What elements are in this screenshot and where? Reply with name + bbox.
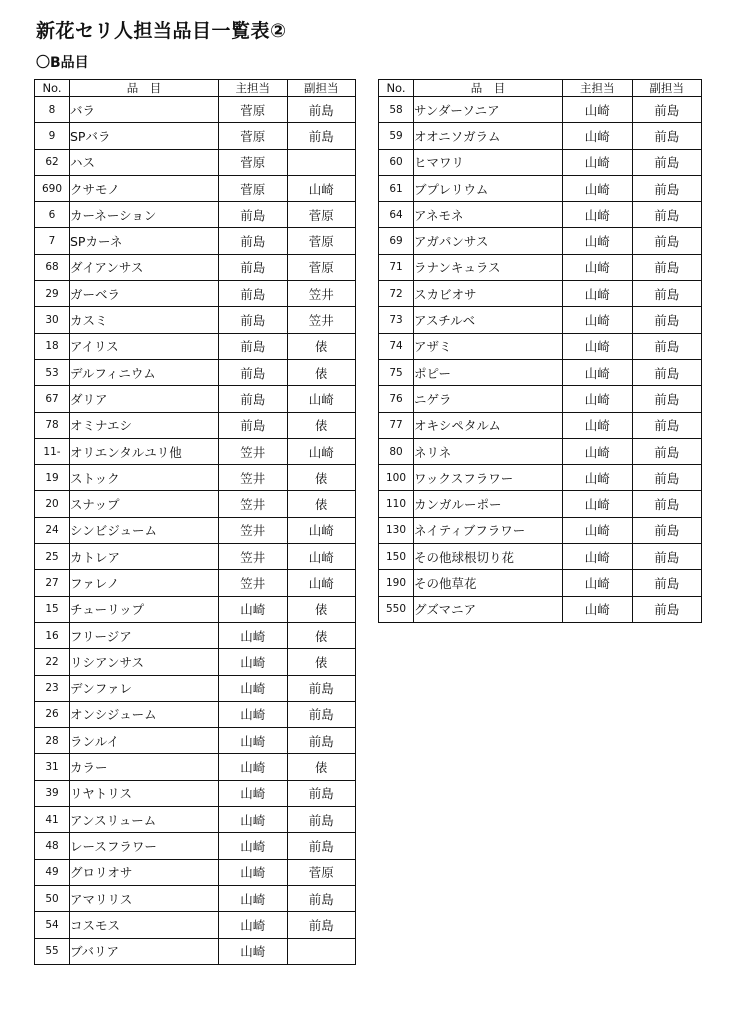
cell-item: ポピー bbox=[414, 359, 563, 385]
cell-main: 前島 bbox=[219, 254, 288, 280]
table-row bbox=[379, 570, 702, 596]
cell-item: カーネーション bbox=[70, 202, 219, 228]
table-row bbox=[379, 254, 702, 280]
cell-sub: 前島 bbox=[632, 254, 702, 280]
cell-sub: 俵 bbox=[287, 491, 356, 517]
cell-item: コスモス bbox=[70, 912, 219, 938]
cell-sub: 前島 bbox=[632, 412, 702, 438]
cell-no: 50 bbox=[35, 885, 70, 911]
cell-item: オリエンタルユリ他 bbox=[70, 438, 219, 464]
cell-item: ダリア bbox=[70, 386, 219, 412]
table-row bbox=[379, 123, 702, 149]
cell-main: 山崎 bbox=[219, 780, 288, 806]
cell-sub: 俵 bbox=[287, 649, 356, 675]
cell-no: 690 bbox=[35, 175, 70, 201]
cell-no: 29 bbox=[35, 281, 70, 307]
cell-sub: 山崎 bbox=[287, 175, 356, 201]
cell-no: 23 bbox=[35, 675, 70, 701]
cell-sub: 前島 bbox=[632, 175, 702, 201]
cell-no: 67 bbox=[35, 386, 70, 412]
cell-main: 山崎 bbox=[563, 97, 633, 123]
table-row bbox=[35, 570, 356, 596]
cell-main: 山崎 bbox=[219, 859, 288, 885]
table-row bbox=[35, 202, 356, 228]
table-row bbox=[35, 254, 356, 280]
cell-sub: 俵 bbox=[287, 465, 356, 491]
cell-item: オオニソガラム bbox=[414, 123, 563, 149]
left-table-body bbox=[35, 97, 356, 965]
cell-item: シンビジューム bbox=[70, 517, 219, 543]
cell-main: 菅原 bbox=[219, 97, 288, 123]
cell-main: 山崎 bbox=[219, 649, 288, 675]
table-row bbox=[35, 412, 356, 438]
cell-no: 22 bbox=[35, 649, 70, 675]
cell-main: 山崎 bbox=[563, 359, 633, 385]
cell-sub: 前島 bbox=[632, 465, 702, 491]
cell-item: ニゲラ bbox=[414, 386, 563, 412]
cell-item: ブバリア bbox=[70, 938, 219, 964]
table-row bbox=[35, 281, 356, 307]
cell-no: 60 bbox=[379, 149, 414, 175]
cell-item: デルフィニウム bbox=[70, 359, 219, 385]
cell-no: 30 bbox=[35, 307, 70, 333]
cell-no: 72 bbox=[379, 281, 414, 307]
table-row bbox=[35, 359, 356, 385]
cell-sub: 前島 bbox=[632, 544, 702, 570]
cell-item: ブプレリウム bbox=[414, 175, 563, 201]
cell-main: 菅原 bbox=[219, 149, 288, 175]
cell-sub: 前島 bbox=[287, 833, 356, 859]
cell-item: グロリオサ bbox=[70, 859, 219, 885]
cell-sub: 前島 bbox=[287, 885, 356, 911]
cell-no: 27 bbox=[35, 570, 70, 596]
cell-item: リシアンサス bbox=[70, 649, 219, 675]
cell-main: 前島 bbox=[219, 281, 288, 307]
cell-no: 61 bbox=[379, 175, 414, 201]
column-header-no: No. bbox=[379, 80, 414, 97]
cell-sub: 笠井 bbox=[287, 281, 356, 307]
table-row bbox=[35, 123, 356, 149]
cell-item: カトレア bbox=[70, 544, 219, 570]
table-row bbox=[379, 281, 702, 307]
cell-sub: 前島 bbox=[632, 123, 702, 149]
cell-main: 山崎 bbox=[563, 570, 633, 596]
cell-item: アマリリス bbox=[70, 885, 219, 911]
cell-sub: 菅原 bbox=[287, 228, 356, 254]
cell-item: アネモネ bbox=[414, 202, 563, 228]
column-header-item: 品 目 bbox=[70, 80, 219, 97]
cell-main: 山崎 bbox=[563, 123, 633, 149]
cell-no: 11- bbox=[35, 438, 70, 464]
cell-main: 前島 bbox=[219, 386, 288, 412]
cell-main: 前島 bbox=[219, 202, 288, 228]
table-row bbox=[35, 938, 356, 964]
cell-main: 笠井 bbox=[219, 570, 288, 596]
cell-item: ネイティブフラワー bbox=[414, 517, 563, 543]
cell-item: ストック bbox=[70, 465, 219, 491]
cell-sub: 前島 bbox=[632, 438, 702, 464]
cell-main: 山崎 bbox=[219, 596, 288, 622]
cell-sub: 前島 bbox=[632, 517, 702, 543]
table-row bbox=[35, 675, 356, 701]
cell-no: 7 bbox=[35, 228, 70, 254]
table-row bbox=[35, 438, 356, 464]
table-row bbox=[379, 149, 702, 175]
cell-sub: 前島 bbox=[287, 97, 356, 123]
cell-item: カラー bbox=[70, 754, 219, 780]
table-row bbox=[379, 517, 702, 543]
cell-no: 25 bbox=[35, 544, 70, 570]
cell-main: 笠井 bbox=[219, 517, 288, 543]
page-title: 新花セリ人担当品目一覧表② bbox=[36, 20, 287, 42]
cell-main: 山崎 bbox=[563, 254, 633, 280]
cell-no: 54 bbox=[35, 912, 70, 938]
cell-item: チューリップ bbox=[70, 596, 219, 622]
cell-no: 64 bbox=[379, 202, 414, 228]
cell-sub: 前島 bbox=[632, 281, 702, 307]
cell-sub bbox=[287, 149, 356, 175]
cell-item: ラナンキュラス bbox=[414, 254, 563, 280]
cell-sub: 俵 bbox=[287, 412, 356, 438]
cell-no: 110 bbox=[379, 491, 414, 517]
cell-no: 69 bbox=[379, 228, 414, 254]
cell-main: 山崎 bbox=[219, 675, 288, 701]
table-row bbox=[35, 754, 356, 780]
cell-item: ガーベラ bbox=[70, 281, 219, 307]
cell-no: 130 bbox=[379, 517, 414, 543]
cell-no: 550 bbox=[379, 596, 414, 622]
cell-sub: 山崎 bbox=[287, 438, 356, 464]
cell-no: 28 bbox=[35, 728, 70, 754]
cell-no: 20 bbox=[35, 491, 70, 517]
cell-no: 77 bbox=[379, 412, 414, 438]
cell-item: リヤトリス bbox=[70, 780, 219, 806]
cell-main: 前島 bbox=[219, 307, 288, 333]
cell-main: 笠井 bbox=[219, 491, 288, 517]
cell-item: アスチルベ bbox=[414, 307, 563, 333]
table-row bbox=[35, 859, 356, 885]
cell-no: 80 bbox=[379, 438, 414, 464]
cell-sub: 俵 bbox=[287, 596, 356, 622]
cell-main: 山崎 bbox=[563, 465, 633, 491]
column-header-sub: 副担当 bbox=[632, 80, 702, 97]
cell-no: 55 bbox=[35, 938, 70, 964]
cell-main: 山崎 bbox=[219, 938, 288, 964]
left-item-table bbox=[34, 79, 356, 965]
cell-main: 前島 bbox=[219, 228, 288, 254]
cell-sub: 前島 bbox=[287, 807, 356, 833]
cell-sub bbox=[287, 938, 356, 964]
cell-item: オンシジューム bbox=[70, 701, 219, 727]
cell-item: クサモノ bbox=[70, 175, 219, 201]
cell-sub: 笠井 bbox=[287, 307, 356, 333]
table-row bbox=[35, 780, 356, 806]
cell-sub: 俵 bbox=[287, 333, 356, 359]
cell-item: アザミ bbox=[414, 333, 563, 359]
table-row bbox=[35, 912, 356, 938]
table-header-row bbox=[379, 80, 702, 97]
cell-sub: 前島 bbox=[632, 149, 702, 175]
cell-sub: 前島 bbox=[632, 386, 702, 412]
cell-main: 前島 bbox=[219, 412, 288, 438]
table-row bbox=[35, 149, 356, 175]
cell-no: 78 bbox=[35, 412, 70, 438]
table-row bbox=[379, 544, 702, 570]
cell-no: 49 bbox=[35, 859, 70, 885]
cell-no: 71 bbox=[379, 254, 414, 280]
table-row bbox=[379, 491, 702, 517]
table-row bbox=[379, 97, 702, 123]
cell-item: アンスリューム bbox=[70, 807, 219, 833]
table-row bbox=[379, 438, 702, 464]
cell-main: 山崎 bbox=[563, 307, 633, 333]
cell-main: 菅原 bbox=[219, 123, 288, 149]
cell-item: SPバラ bbox=[70, 123, 219, 149]
cell-sub: 俵 bbox=[287, 359, 356, 385]
cell-item: スカビオサ bbox=[414, 281, 563, 307]
table-row bbox=[35, 491, 356, 517]
cell-sub: 前島 bbox=[287, 123, 356, 149]
cell-no: 24 bbox=[35, 517, 70, 543]
column-header-main: 主担当 bbox=[563, 80, 633, 97]
cell-no: 73 bbox=[379, 307, 414, 333]
cell-main: 山崎 bbox=[563, 596, 633, 622]
table-row bbox=[35, 175, 356, 201]
cell-item: ハス bbox=[70, 149, 219, 175]
cell-item: ネリネ bbox=[414, 438, 563, 464]
cell-sub: 山崎 bbox=[287, 517, 356, 543]
column-header-sub: 副担当 bbox=[287, 80, 356, 97]
cell-item: ダイアンサス bbox=[70, 254, 219, 280]
cell-no: 41 bbox=[35, 807, 70, 833]
cell-main: 笠井 bbox=[219, 465, 288, 491]
table-row bbox=[379, 386, 702, 412]
cell-no: 150 bbox=[379, 544, 414, 570]
cell-item: グズマニア bbox=[414, 596, 563, 622]
table-row bbox=[35, 833, 356, 859]
cell-no: 6 bbox=[35, 202, 70, 228]
cell-no: 9 bbox=[35, 123, 70, 149]
cell-item: その他草花 bbox=[414, 570, 563, 596]
cell-item: カスミ bbox=[70, 307, 219, 333]
cell-main: 山崎 bbox=[563, 202, 633, 228]
cell-sub: 前島 bbox=[287, 780, 356, 806]
cell-no: 74 bbox=[379, 333, 414, 359]
cell-no: 31 bbox=[35, 754, 70, 780]
cell-main: 笠井 bbox=[219, 438, 288, 464]
cell-main: 山崎 bbox=[219, 833, 288, 859]
table-row bbox=[379, 307, 702, 333]
table-row bbox=[35, 517, 356, 543]
table-row bbox=[35, 596, 356, 622]
column-header-item: 品 目 bbox=[414, 80, 563, 97]
cell-item: ヒマワリ bbox=[414, 149, 563, 175]
cell-main: 山崎 bbox=[219, 912, 288, 938]
cell-no: 58 bbox=[379, 97, 414, 123]
table-row bbox=[35, 701, 356, 727]
cell-no: 190 bbox=[379, 570, 414, 596]
cell-main: 前島 bbox=[219, 359, 288, 385]
table-row bbox=[379, 333, 702, 359]
table-header-row bbox=[35, 80, 356, 97]
cell-main: 山崎 bbox=[563, 517, 633, 543]
cell-main: 山崎 bbox=[219, 807, 288, 833]
table-row bbox=[35, 885, 356, 911]
cell-sub: 山崎 bbox=[287, 386, 356, 412]
cell-main: 山崎 bbox=[563, 333, 633, 359]
cell-item: ファレノ bbox=[70, 570, 219, 596]
cell-no: 19 bbox=[35, 465, 70, 491]
cell-main: 山崎 bbox=[563, 412, 633, 438]
table-row bbox=[379, 359, 702, 385]
cell-no: 59 bbox=[379, 123, 414, 149]
cell-sub: 前島 bbox=[632, 491, 702, 517]
cell-no: 75 bbox=[379, 359, 414, 385]
cell-sub: 山崎 bbox=[287, 570, 356, 596]
table-row bbox=[35, 728, 356, 754]
cell-sub: 菅原 bbox=[287, 254, 356, 280]
cell-item: ワックスフラワー bbox=[414, 465, 563, 491]
cell-sub: 前島 bbox=[632, 97, 702, 123]
cell-no: 100 bbox=[379, 465, 414, 491]
cell-main: 山崎 bbox=[563, 491, 633, 517]
cell-sub: 前島 bbox=[287, 701, 356, 727]
cell-main: 山崎 bbox=[563, 175, 633, 201]
cell-sub: 前島 bbox=[632, 333, 702, 359]
cell-main: 山崎 bbox=[563, 149, 633, 175]
cell-sub: 前島 bbox=[287, 728, 356, 754]
cell-main: 山崎 bbox=[219, 622, 288, 648]
cell-no: 53 bbox=[35, 359, 70, 385]
cell-item: アガパンサス bbox=[414, 228, 563, 254]
cell-no: 15 bbox=[35, 596, 70, 622]
cell-item: バラ bbox=[70, 97, 219, 123]
cell-main: 山崎 bbox=[563, 544, 633, 570]
cell-no: 18 bbox=[35, 333, 70, 359]
cell-item: オキシペタルム bbox=[414, 412, 563, 438]
cell-main: 山崎 bbox=[219, 885, 288, 911]
cell-sub: 前島 bbox=[632, 202, 702, 228]
table-row bbox=[35, 333, 356, 359]
table-row bbox=[35, 807, 356, 833]
cell-sub: 前島 bbox=[632, 596, 702, 622]
cell-sub: 山崎 bbox=[287, 544, 356, 570]
cell-main: 山崎 bbox=[219, 701, 288, 727]
table-row bbox=[35, 465, 356, 491]
table-row bbox=[35, 97, 356, 123]
table-row bbox=[35, 544, 356, 570]
table-row bbox=[379, 596, 702, 622]
cell-main: 山崎 bbox=[563, 438, 633, 464]
cell-main: 菅原 bbox=[219, 175, 288, 201]
right-item-table bbox=[378, 79, 702, 623]
cell-no: 68 bbox=[35, 254, 70, 280]
cell-item: オミナエシ bbox=[70, 412, 219, 438]
cell-item: その他球根切り花 bbox=[414, 544, 563, 570]
cell-item: サンダーソニア bbox=[414, 97, 563, 123]
table-row bbox=[35, 649, 356, 675]
table-row bbox=[35, 386, 356, 412]
cell-sub: 前島 bbox=[632, 570, 702, 596]
right-table-body bbox=[379, 97, 702, 623]
table-row bbox=[379, 412, 702, 438]
section-title: 〇B品目 bbox=[36, 55, 89, 71]
table-row bbox=[379, 465, 702, 491]
cell-main: 山崎 bbox=[563, 228, 633, 254]
cell-no: 48 bbox=[35, 833, 70, 859]
cell-sub: 前島 bbox=[287, 912, 356, 938]
cell-item: ランルイ bbox=[70, 728, 219, 754]
cell-item: フリージア bbox=[70, 622, 219, 648]
cell-sub: 前島 bbox=[632, 359, 702, 385]
cell-sub: 前島 bbox=[287, 675, 356, 701]
cell-main: 山崎 bbox=[563, 386, 633, 412]
cell-main: 前島 bbox=[219, 333, 288, 359]
table-row bbox=[35, 622, 356, 648]
cell-main: 山崎 bbox=[219, 754, 288, 780]
column-header-no: No. bbox=[35, 80, 70, 97]
cell-item: SPカーネ bbox=[70, 228, 219, 254]
cell-sub: 俵 bbox=[287, 754, 356, 780]
cell-main: 笠井 bbox=[219, 544, 288, 570]
column-header-main: 主担当 bbox=[219, 80, 288, 97]
cell-main: 山崎 bbox=[563, 281, 633, 307]
cell-sub: 菅原 bbox=[287, 859, 356, 885]
cell-item: デンファレ bbox=[70, 675, 219, 701]
cell-no: 8 bbox=[35, 97, 70, 123]
cell-no: 62 bbox=[35, 149, 70, 175]
cell-sub: 前島 bbox=[632, 307, 702, 333]
cell-no: 26 bbox=[35, 701, 70, 727]
cell-sub: 俵 bbox=[287, 622, 356, 648]
cell-sub: 前島 bbox=[632, 228, 702, 254]
cell-main: 山崎 bbox=[219, 728, 288, 754]
cell-no: 16 bbox=[35, 622, 70, 648]
table-row bbox=[35, 228, 356, 254]
cell-no: 39 bbox=[35, 780, 70, 806]
cell-item: カンガルーポー bbox=[414, 491, 563, 517]
cell-item: アイリス bbox=[70, 333, 219, 359]
cell-item: スナップ bbox=[70, 491, 219, 517]
table-row bbox=[379, 228, 702, 254]
cell-sub: 菅原 bbox=[287, 202, 356, 228]
table-row bbox=[35, 307, 356, 333]
table-row bbox=[379, 202, 702, 228]
table-row bbox=[379, 175, 702, 201]
cell-no: 76 bbox=[379, 386, 414, 412]
cell-item: レースフラワー bbox=[70, 833, 219, 859]
